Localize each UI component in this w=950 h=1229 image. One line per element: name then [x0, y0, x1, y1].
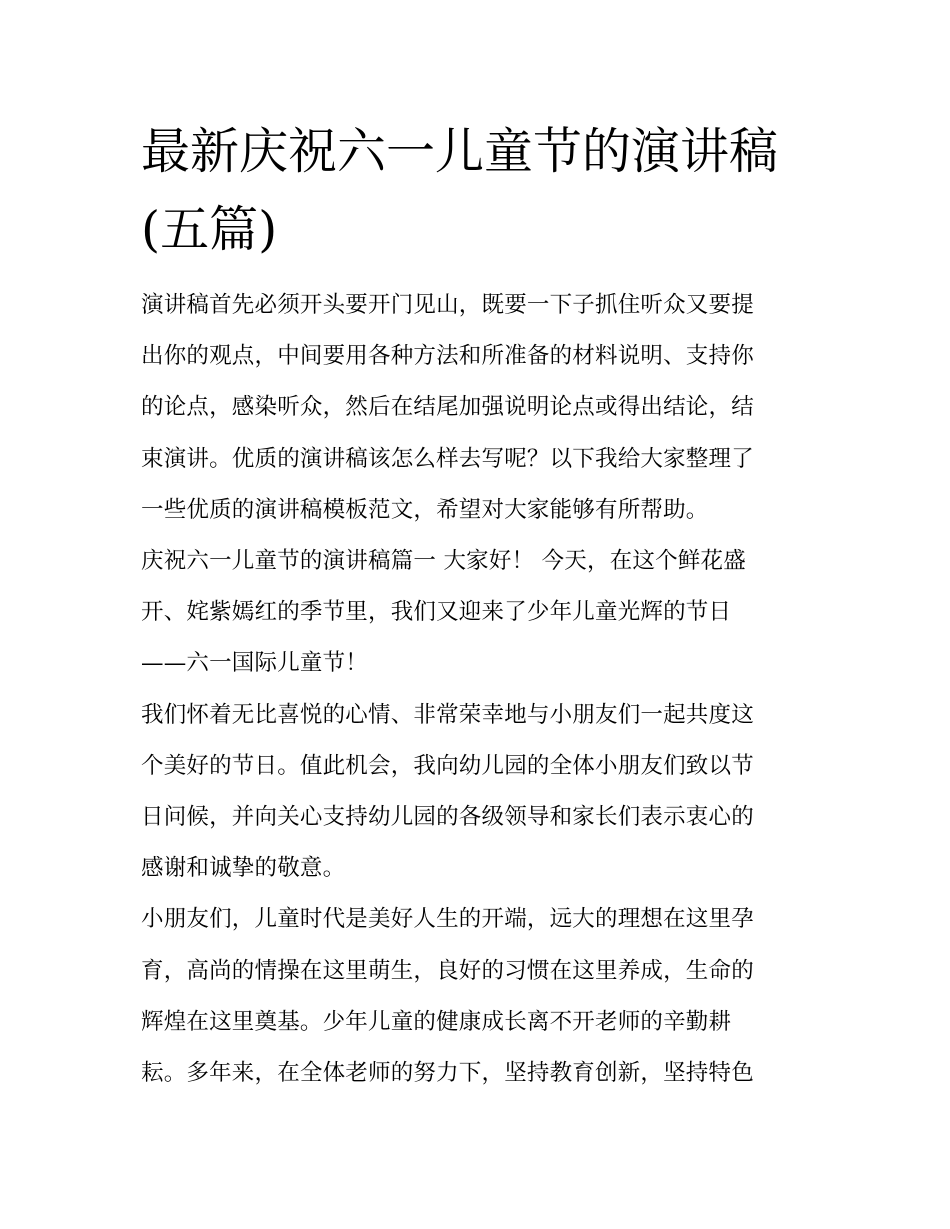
- body-line: 的论点，感染听众，然后在结尾加强说明论点或得出结论，结: [141, 394, 754, 421]
- body-line: 辉煌在这里奠基。少年儿童的健康成长离不开老师的辛勤耕: [141, 1008, 732, 1035]
- body-line: 育，高尚的情操在这里萌生，良好的习惯在这里养成，生命的: [141, 957, 754, 984]
- body-line: 耘。多年来，在全体老师的努力下，坚持教育创新，坚持特色: [141, 1060, 754, 1087]
- document-body: [141, 280, 821, 1099]
- title-line: (五篇): [141, 201, 278, 258]
- body-line: 出你的观点，中间要用各种方法和所准备的材料说明、支持你: [141, 343, 754, 370]
- title-line: 最新庆祝六一儿童节的演讲稿: [141, 123, 779, 180]
- body-line: 一些优质的演讲稿模板范文，希望对大家能够有所帮助。: [141, 496, 709, 523]
- body-line: 开、姹紫嫣红的季节里，我们又迎来了少年儿童光辉的节日: [141, 599, 732, 626]
- body-line: 庆祝六一儿童节的演讲稿篇一 大家好！ 今天，在这个鲜花盛: [141, 548, 746, 575]
- body-line: 感谢和诚挚的敬意。: [141, 855, 346, 882]
- body-line: 个美好的节日。值此机会，我向幼儿园的全体小朋友们致以节: [141, 752, 754, 779]
- body-line: ——六一国际儿童节！: [141, 650, 369, 677]
- body-line: 小朋友们，儿童时代是美好人生的开端，远大的理想在这里孕: [141, 906, 754, 933]
- body-line: 我们怀着无比喜悦的心情、非常荣幸地与小朋友们一起共度这: [141, 701, 754, 728]
- body-line: 日问候，并向关心支持幼儿园的各级领导和家长们表示衷心的: [141, 804, 754, 831]
- body-line: 束演讲。优质的演讲稿该怎么样去写呢？以下我给大家整理了: [141, 445, 754, 472]
- body-line: 演讲稿首先必须开头要开门见山，既要一下子抓住听众又要提: [141, 292, 754, 318]
- document-title: [141, 113, 821, 269]
